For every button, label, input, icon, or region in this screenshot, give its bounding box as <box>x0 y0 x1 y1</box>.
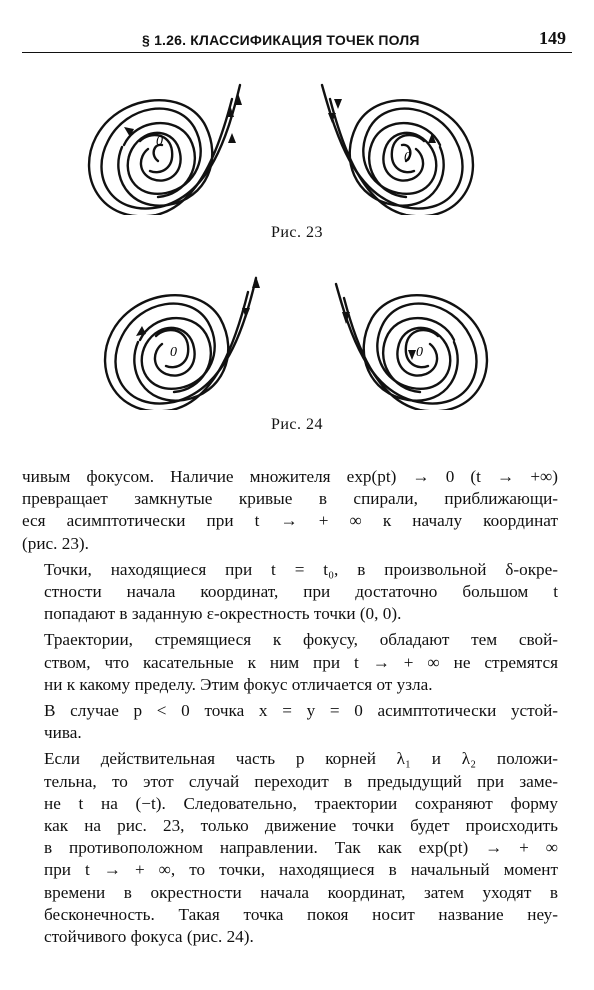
text-line: превращает замкнутые кривые в спирали, приближающи- <box>22 489 558 509</box>
right-spiral-24 <box>336 284 487 410</box>
figure-24-spirals <box>0 270 594 410</box>
origin-label-right-24: 0 <box>416 345 423 360</box>
text-line: ни к какому пределу. Этим фокус отличается от узла. <box>44 674 433 694</box>
figure-23-spirals <box>0 75 594 215</box>
text-line: стойчивого фокуса (рис. 24). <box>44 927 254 947</box>
figure-23 <box>0 75 594 215</box>
left-spiral-23 <box>89 85 240 215</box>
page-number: 149 <box>539 28 566 48</box>
running-header <box>22 28 572 53</box>
text-line: бесконечность. Такая точка покоя носит название неу- <box>44 904 558 924</box>
paragraph-4 <box>22 700 558 744</box>
paragraph-5 <box>22 748 558 948</box>
text-line: тельна, то этот случай переходит в предыдущий при заме- <box>44 771 558 791</box>
paragraph-1 <box>22 466 558 555</box>
figure-24-caption: Рис. 24 <box>270 416 324 433</box>
text-line: В случае p < 0 точка x = y = 0 асимптотически устой- <box>44 701 558 721</box>
text-line: в противоположном направлении. Так как exp(pt) → + ∞ <box>44 838 558 858</box>
text-line: как на рис. 23, только движение точки будет происходить <box>44 816 558 836</box>
text-line: Траектории, стремящиеся к фокусу, обладают тем свой- <box>44 630 558 650</box>
body-text <box>22 466 558 952</box>
text-line: Если действительная часть p корней λ₁ и λ₂ положи- <box>44 749 558 769</box>
text-line: Точки, находящиеся при t = t₀, в произвольной δ-окре- <box>44 559 558 579</box>
text-line: чивым фокусом. Наличие множителя exp(pt) → 0 (t → +∞) <box>22 467 558 486</box>
text-line: времени в окрестности начала координат, затем уходят в <box>44 882 558 902</box>
figure-24 <box>0 270 594 410</box>
figure-23-caption: Рис. 23 <box>270 224 324 241</box>
paragraph-2 <box>22 559 558 626</box>
section-title: § 1.26. КЛАССИФИКАЦИЯ ТОЧЕК ПОЛЯ <box>142 32 420 48</box>
text-line: ством, что касательные к ним при t → + ∞ не стремятся <box>44 652 558 672</box>
text-line: попадают в заданную ε-окрестность точки (0, 0). <box>44 604 402 624</box>
origin-label-left-23: 0 <box>156 134 163 149</box>
text-line: стности начала координат, при достаточно большом t <box>44 582 558 602</box>
left-spiral-24 <box>105 278 256 410</box>
text-line: не t на (−t). Следовательно, траектории сохраняют форму <box>44 793 558 813</box>
text-line: при t → + ∞, то точки, находящиеся в начальный момент <box>44 860 558 880</box>
text-line: еся асимптотически при t → + ∞ к началу координат <box>22 511 558 531</box>
origin-label-right-23: 0 <box>404 150 411 165</box>
origin-label-left-24: 0 <box>170 345 177 360</box>
paragraph-3 <box>22 629 558 696</box>
text-line: чива. <box>44 723 82 743</box>
right-spiral-23 <box>322 85 473 215</box>
text-line: (рис. 23). <box>22 533 89 553</box>
